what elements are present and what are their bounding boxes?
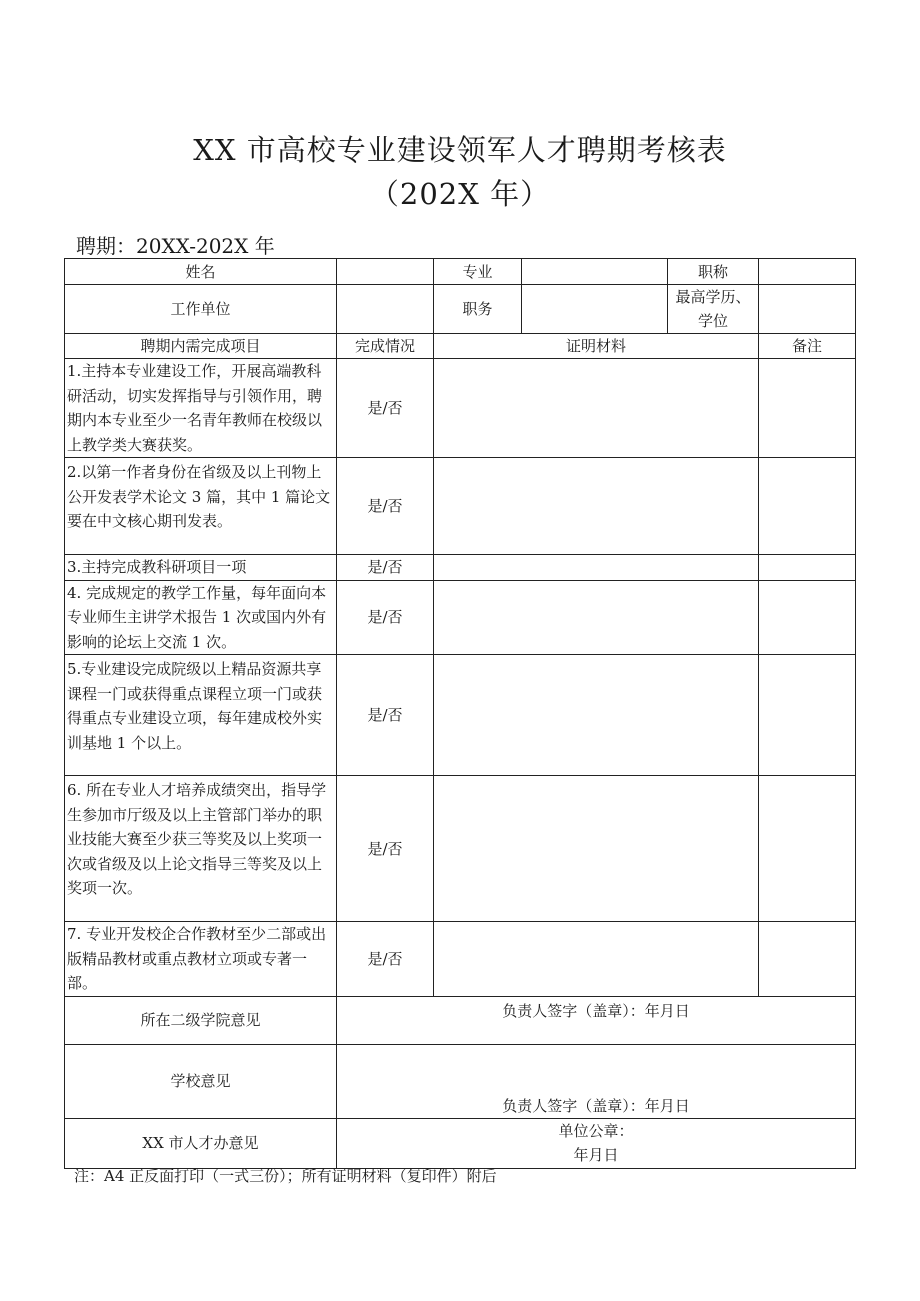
- item-status[interactable]: 是/否: [337, 580, 434, 655]
- document-subtitle: （202X 年）: [369, 177, 551, 211]
- talent-office-opinion-label: XX 市人才办意见: [65, 1118, 337, 1168]
- assessment-form-table: [64, 258, 856, 1169]
- item-text: 3.主持完成教科研项目一项: [65, 555, 337, 581]
- table-row: [65, 285, 856, 334]
- college-opinion-field[interactable]: [337, 996, 856, 1044]
- item-text: 7. 专业开发校企合作教材至少二部或出版精品教材或重点教材立项或专著一部。: [65, 922, 337, 997]
- position-label: 职务: [434, 285, 522, 334]
- table-row: [65, 580, 856, 655]
- item-remarks-field[interactable]: [759, 458, 856, 555]
- item-text: 1.主持本专业建设工作，开展高端教科研活动，切实发挥指导与引领作用，聘期内本专业至少一名青年教师在校级以上教学类大赛获奖。: [65, 359, 337, 458]
- job-title-label: 职称: [668, 259, 759, 285]
- major-field[interactable]: [522, 259, 668, 285]
- degree-label: 最高学历、学位: [668, 285, 759, 334]
- item-remarks-field[interactable]: [759, 359, 856, 458]
- work-unit-label: 工作单位: [65, 285, 337, 334]
- table-row: [65, 555, 856, 581]
- item-evidence-field[interactable]: [434, 922, 759, 997]
- item-status[interactable]: 是/否: [337, 922, 434, 997]
- table-row: [65, 259, 856, 285]
- item-text: 5.专业建设完成院级以上精品资源共享课程一门或获得重点课程立项一门或获得重点专业建设立项，每年建成校外实训基地 1 个以上。: [65, 655, 337, 776]
- item-evidence-field[interactable]: [434, 359, 759, 458]
- job-title-field[interactable]: [759, 259, 856, 285]
- document-title: XX 市高校专业建设领军人才聘期考核表: [193, 133, 727, 167]
- item-status[interactable]: 是/否: [337, 776, 434, 922]
- item-remarks-field[interactable]: [759, 580, 856, 655]
- item-remarks-field[interactable]: [759, 922, 856, 997]
- item-status[interactable]: 是/否: [337, 555, 434, 581]
- table-row: [65, 655, 856, 776]
- table-row: [65, 1044, 856, 1118]
- item-status[interactable]: 是/否: [337, 359, 434, 458]
- footnote: 注：A4 正反面打印（一式三份）；所有证明材料（复印件）附后: [74, 1167, 497, 1185]
- college-opinion-label: 所在二级学院意见: [65, 996, 337, 1044]
- item-status[interactable]: 是/否: [337, 458, 434, 555]
- remarks-column-header: 备注: [759, 334, 856, 359]
- item-text: 6. 所在专业人才培养成绩突出，指导学生参加市厅级及以上主管部门举办的职业技能大赛至少获三等奖及以上奖项一次或省级及以上论文指导三等奖及以上奖项一次。: [65, 776, 337, 922]
- table-row: [65, 334, 856, 359]
- college-signature-line: 负责人签字（盖章）：年月日: [502, 1001, 690, 1020]
- item-evidence-field[interactable]: [434, 776, 759, 922]
- status-column-header: 完成情况: [337, 334, 434, 359]
- degree-field[interactable]: [759, 285, 856, 334]
- appointment-period: 聘期：20XX-202X 年: [76, 234, 275, 258]
- position-field[interactable]: [522, 285, 668, 334]
- table-row: [65, 458, 856, 555]
- table-row: [65, 922, 856, 997]
- table-row: [65, 776, 856, 922]
- table-row: [65, 359, 856, 458]
- name-field[interactable]: [337, 259, 434, 285]
- item-remarks-field[interactable]: [759, 655, 856, 776]
- table-row: [65, 1118, 856, 1168]
- work-unit-field[interactable]: [337, 285, 434, 334]
- official-seal-line: 单位公章：: [558, 1122, 634, 1140]
- item-evidence-field[interactable]: [434, 458, 759, 555]
- item-status[interactable]: 是/否: [337, 655, 434, 776]
- table-row: [65, 996, 856, 1044]
- date-line: 年月日: [573, 1146, 619, 1164]
- item-text: 4. 完成规定的教学工作量，每年面向本专业师生主讲学术报告 1 次或国内外有影响的论坛上交流 1 次。: [65, 580, 337, 655]
- item-remarks-field[interactable]: [759, 776, 856, 922]
- item-remarks-field[interactable]: [759, 555, 856, 581]
- item-evidence-field[interactable]: [434, 580, 759, 655]
- evidence-column-header: 证明材料: [434, 334, 759, 359]
- items-column-header: 聘期内需完成项目: [65, 334, 337, 359]
- school-opinion-field[interactable]: [337, 1044, 856, 1118]
- talent-office-opinion-field[interactable]: [337, 1118, 856, 1168]
- item-text: 2.以第一作者身份在省级及以上刊物上公开发表学术论文 3 篇，其中 1 篇论文要在中文核心期刊发表。: [65, 458, 337, 555]
- school-opinion-label: 学校意见: [65, 1044, 337, 1118]
- school-signature-line: 负责人签字（盖章）：年月日: [502, 1096, 690, 1115]
- major-label: 专业: [434, 259, 522, 285]
- item-evidence-field[interactable]: [434, 655, 759, 776]
- name-label: 姓名: [65, 259, 337, 285]
- item-evidence-field[interactable]: [434, 555, 759, 581]
